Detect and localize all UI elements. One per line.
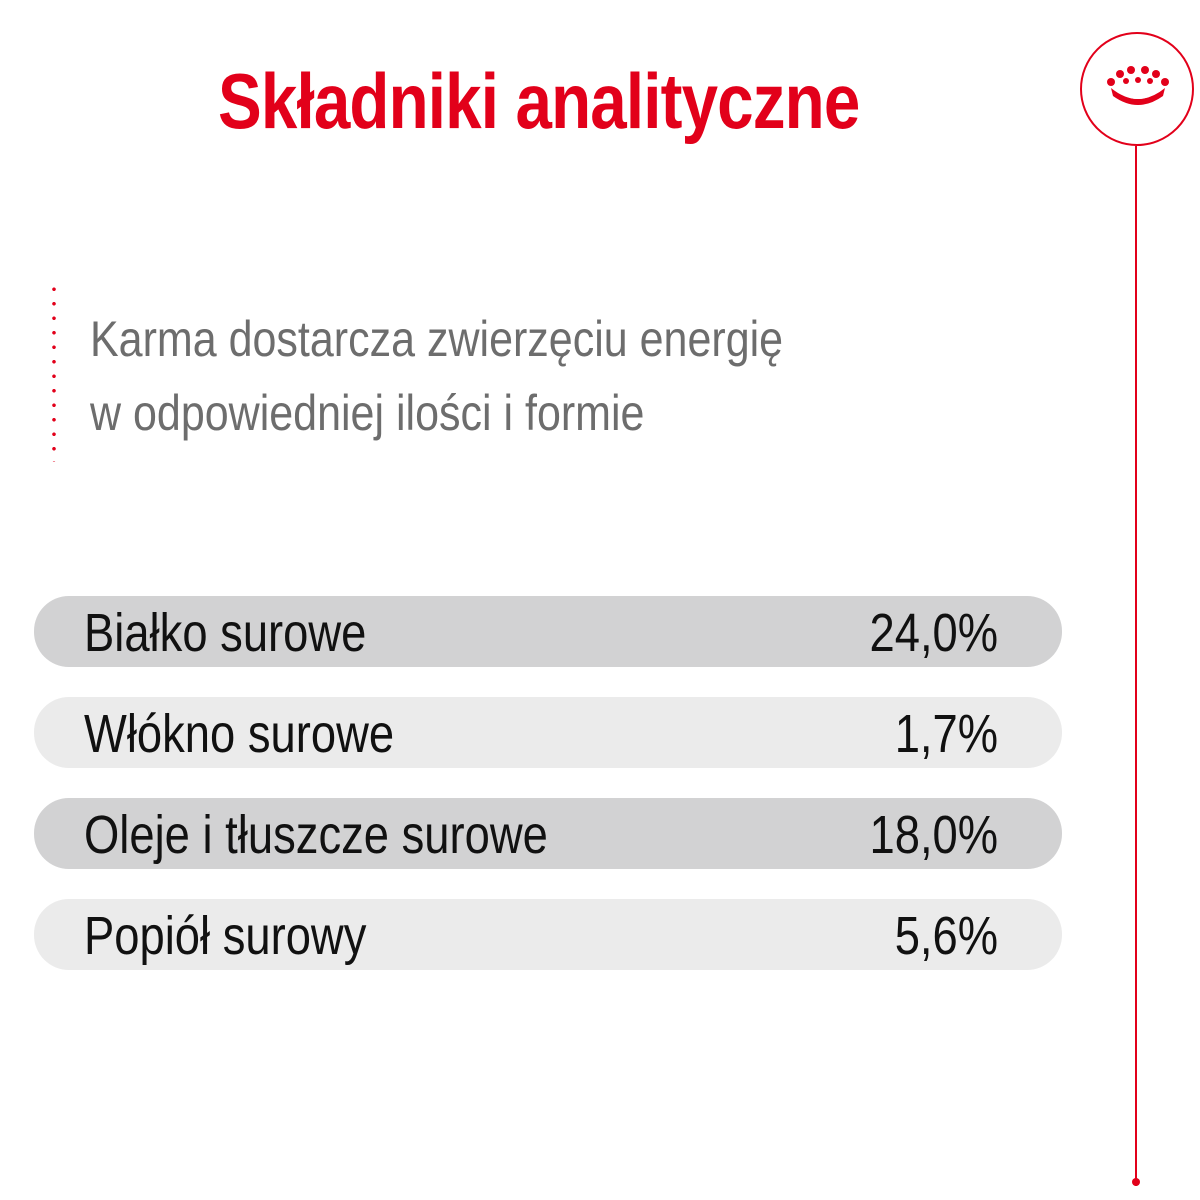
nutrient-table	[34, 596, 1062, 1000]
nutrient-value: 5,6%	[894, 906, 998, 966]
subtitle-line-1: Karma dostarcza zwierzęciu energię	[90, 311, 784, 367]
brand-logo	[1080, 32, 1194, 146]
nutrient-value: 1,7%	[894, 704, 998, 764]
nutrient-value: 18,0%	[869, 805, 998, 865]
nutrient-row-protein	[34, 596, 1062, 667]
nutrient-value: 24,0%	[869, 603, 998, 663]
nutrient-label: Popiół surowy	[84, 906, 367, 966]
subtitle	[90, 302, 783, 450]
nutrient-label: Oleje i tłuszcze surowe	[84, 805, 548, 865]
subtitle-line-2: w odpowiedniej ilości i formie	[90, 385, 645, 441]
crown-icon	[1105, 66, 1171, 110]
line-end-dot	[1132, 1178, 1140, 1186]
dotted-divider	[52, 282, 56, 462]
nutrient-label: Białko surowe	[84, 603, 367, 663]
page-title: Składniki analityczne	[218, 57, 860, 145]
nutrient-label: Włókno surowe	[84, 704, 395, 764]
nutrient-row-fibre	[34, 697, 1062, 768]
decorative-vertical-line	[1135, 146, 1137, 1186]
nutrient-row-fat	[34, 798, 1062, 869]
nutrient-row-ash	[34, 899, 1062, 970]
